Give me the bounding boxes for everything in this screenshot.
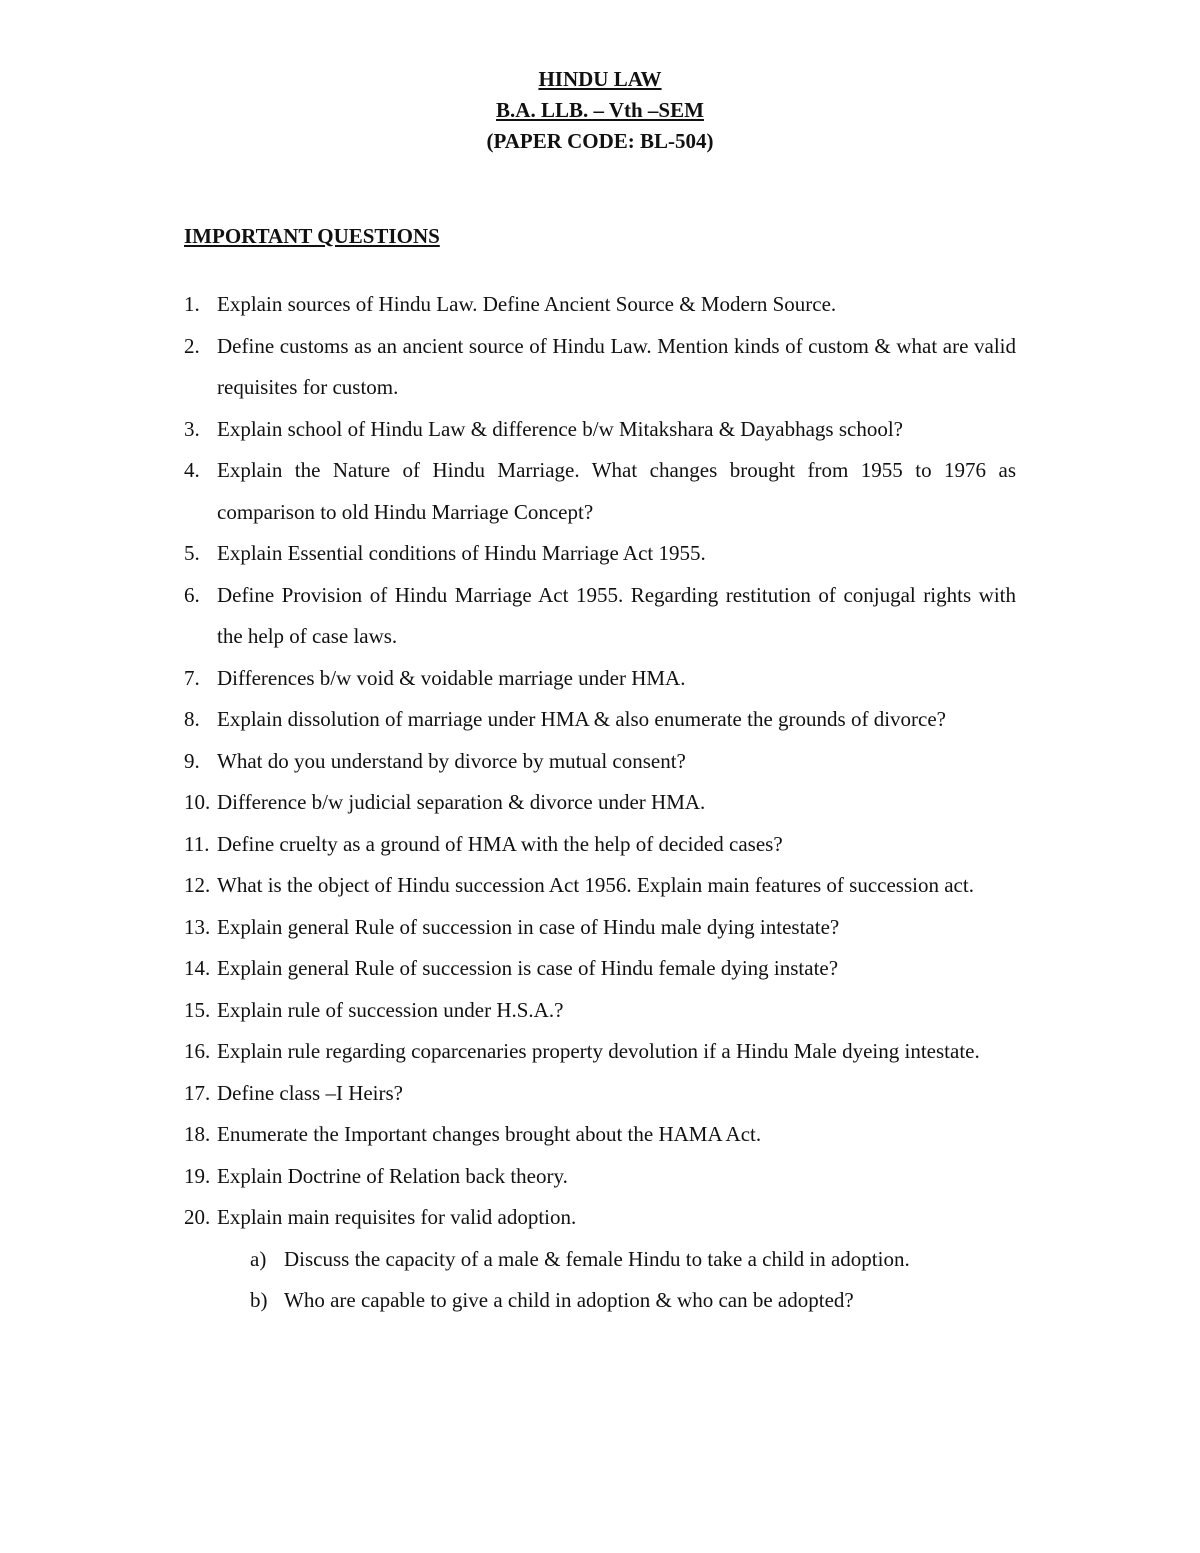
question-text: Explain Doctrine of Relation back theory.	[217, 1163, 568, 1188]
sub-question-item	[250, 1280, 1016, 1322]
question-number: 17.	[184, 1080, 211, 1105]
question-item	[184, 907, 1016, 949]
question-item	[184, 948, 1016, 990]
question-text: Explain general Rule of succession is case of Hindu female dying instate?	[217, 956, 839, 980]
sub-question-text: Discuss the capacity of a male & female Hindu to take a child in adoption.	[284, 1246, 910, 1271]
question-text: Explain dissolution of marriage under HMA & also enumerate the grounds of divorce?	[217, 707, 946, 731]
question-text: Explain rule regarding coparcenaries property devolution if a Hindu Male dyeing intestate.	[217, 1039, 980, 1063]
question-number: 1.	[184, 292, 200, 316]
question-number: 4.	[184, 458, 200, 482]
question-item	[184, 1073, 1016, 1115]
question-text: Explain school of Hindu Law & difference b/w Mitakshara & Dayabhags school?	[217, 416, 904, 441]
document-header	[0, 64, 1200, 157]
question-number: 12.	[184, 873, 211, 897]
paper-code: (PAPER CODE: BL-504)	[486, 129, 714, 153]
question-text: Explain Essential conditions of Hindu Marriage Act 1955.	[217, 541, 706, 565]
question-number: 6.	[184, 582, 200, 607]
question-number: 19.	[184, 1163, 211, 1188]
question-number: 7.	[184, 665, 200, 690]
question-item	[184, 1031, 1016, 1073]
question-item	[184, 990, 1016, 1032]
course-line: B.A. LLB. – Vth –SEM	[496, 98, 704, 122]
sub-question-label: a)	[250, 1246, 267, 1271]
question-item	[184, 1156, 1016, 1198]
question-number: 16.	[184, 1039, 211, 1063]
question-number: 11.	[184, 831, 210, 856]
question-item	[184, 699, 1016, 741]
question-number: 15.	[184, 997, 211, 1022]
question-number: 18.	[184, 1122, 211, 1146]
question-text: Explain main requisites for valid adoption.	[217, 1205, 577, 1229]
question-item	[184, 450, 1016, 533]
question-text: Explain the Nature of Hindu Marriage. What changes brought from 1955 to 1976 as comparison to old Hindu Marriage Concept?	[217, 458, 1016, 524]
sub-question-item	[250, 1239, 1016, 1281]
question-number: 10.	[184, 790, 211, 814]
section-heading: IMPORTANT QUESTIONS	[184, 224, 440, 248]
question-text: Define class –I Heirs?	[217, 1080, 404, 1105]
question-text: Explain sources of Hindu Law. Define Ancient Source & Modern Source.	[217, 292, 837, 316]
question-text: Difference b/w judicial separation & divorce under HMA.	[217, 790, 706, 814]
question-text: Explain general Rule of succession in case of Hindu male dying intestate?	[217, 914, 840, 939]
question-text: Differences b/w void & voidable marriage under HMA.	[217, 665, 686, 690]
question-number: 8.	[184, 707, 200, 731]
question-text: Enumerate the Important changes brought about the HAMA Act.	[217, 1122, 762, 1146]
question-item	[184, 1197, 1016, 1322]
question-number: 13.	[184, 914, 211, 939]
question-text: Define Provision of Hindu Marriage Act 1955. Regarding restitution of conjugal rights with the help of case laws.	[217, 582, 1016, 648]
question-number: 14.	[184, 956, 211, 980]
sub-question-text: Who are capable to give a child in adoption & who can be adopted?	[284, 1288, 854, 1312]
sub-question-label: b)	[250, 1288, 268, 1312]
question-text: What do you understand by divorce by mutual consent?	[217, 748, 686, 773]
question-item	[184, 782, 1016, 824]
question-number: 5.	[184, 541, 200, 565]
question-item	[184, 1114, 1016, 1156]
question-item	[184, 741, 1016, 783]
question-item	[184, 658, 1016, 700]
question-item	[184, 575, 1016, 658]
question-number: 20.	[184, 1205, 211, 1229]
question-text: Define customs as an ancient source of Hindu Law. Mention kinds of custom & what are valid requisites for custom.	[217, 333, 1016, 399]
question-item	[184, 284, 1016, 326]
sub-questions-list	[217, 1239, 1016, 1322]
question-text: Explain rule of succession under H.S.A.?	[217, 997, 564, 1022]
document-title: HINDU LAW	[538, 67, 662, 91]
question-item	[184, 533, 1016, 575]
question-item	[184, 865, 1016, 907]
questions-list	[184, 284, 1016, 1322]
question-text: What is the object of Hindu succession Act 1956. Explain main features of succession act.	[217, 873, 974, 897]
question-text: Define cruelty as a ground of HMA with the help of decided cases?	[217, 831, 783, 856]
question-item	[184, 824, 1016, 866]
question-number: 2.	[184, 333, 200, 358]
question-number: 9.	[184, 748, 200, 773]
question-item	[184, 409, 1016, 451]
question-number: 3.	[184, 416, 200, 441]
question-item	[184, 326, 1016, 409]
